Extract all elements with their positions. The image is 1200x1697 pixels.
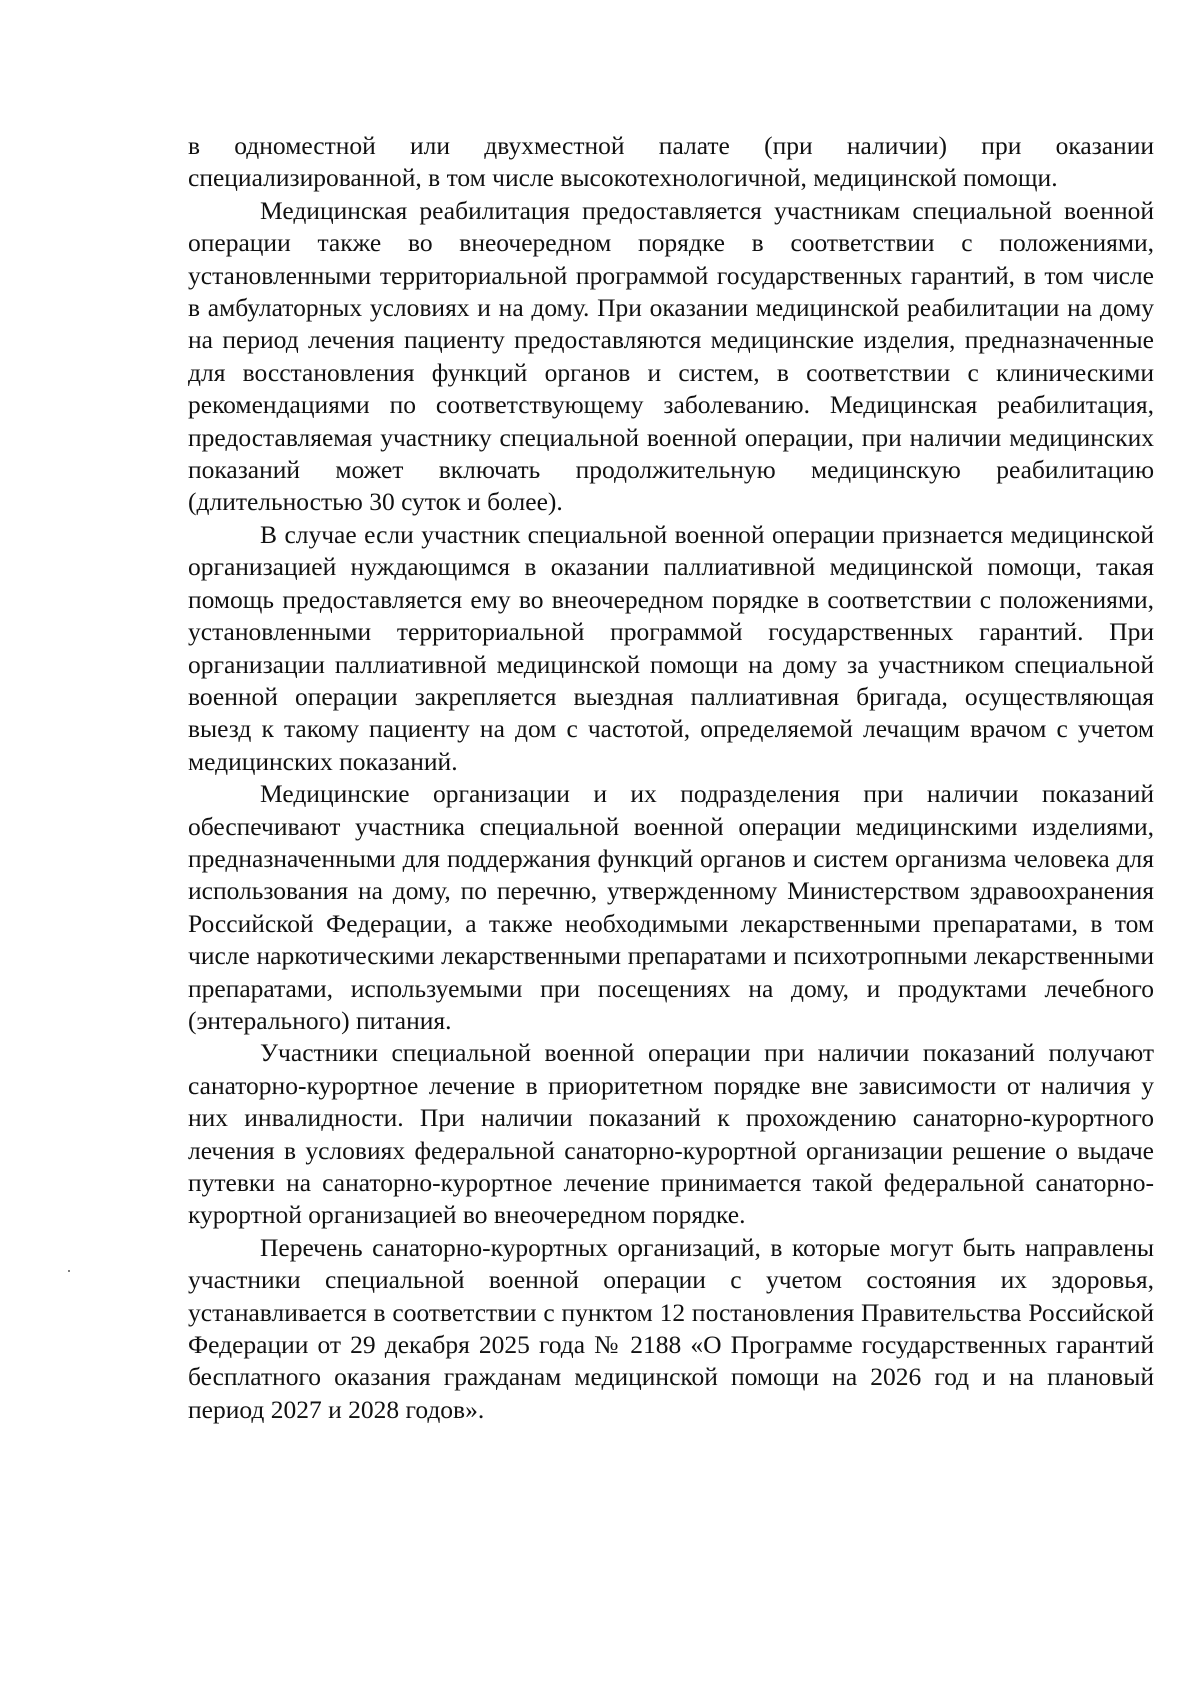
paragraph-palliative-care: В случае если участник специальной военной операции признается медицинской организацией нуждающимся в оказании паллиативной медицинской помощи, такая помощь предоставляется ему во внеочередном порядке в соответствии с положениями, установленными территориальной программой государственных гарантий. При организации паллиативной медицинской помощи на дому за участником специальной военной операции закрепляется выездная паллиативная бригада, осуществляющая выезд к такому пациенту на дом с частотой, определяемой лечащим врачом с учетом медицинских показаний. <box>188 519 1154 776</box>
paragraph-continuation: в одноместной или двухместной палате (при наличии) при оказании специализированной, в том числе высокотехнологичной, медицинской помощи. <box>188 131 1154 193</box>
paragraph-medical-rehabilitation: Медицинская реабилитация предоставляется участникам специальной военной операции также во внеочередном порядке в соответствии с положениями, установленными территориальной программой государственных гарантий, в том числе в амбулаторных условиях и на дому. При оказании медицинской реабилитации на дому на период лечения пациенту предоставляются медицинские изделия, предназначенные для восстановления функций органов и систем, в соответствии с клиническими рекомендациями по соответствующему заболеванию. Медицинская реабилитация, предоставляемая участнику специальной военной операции, при наличии медицинских показаний может включать продолжительную медицинскую реабилитацию (длительностью 30 суток и более). <box>188 195 1154 517</box>
paragraph-medical-devices: Медицинские организации и их подразделения при наличии показаний обеспечивают участника специальной военной операции медицинскими изделиями, предназначенными для поддержания функций органов и систем организма человека для использования на дому, по перечню, утвержденному Министерством здравоохранения Российской Федерации, а также необходимыми лекарственными препаратами, в том числе наркотическими лекарственными препаратами и психотропными лекарственными препаратами, используемыми при посещениях на дому, и продуктами лечебного (энтерального) питания. <box>188 779 1154 1035</box>
document-body <box>188 130 1154 1426</box>
paragraph-sanatorium-treatment: Участники специальной военной операции при наличии показаний получают санаторно-курортное лечение в приоритетном порядке вне зависимости от наличия у них инвалидности. При наличии показаний к прохождению санаторно-курортного лечения в условиях федеральной санаторно-курортной организации решение о выдаче путевки на санаторно-курортное лечение принимается такой федеральной санаторно-курортной организацией во внеочередном порядке. <box>188 1038 1154 1230</box>
paragraph-sanatorium-list: Перечень санаторно-курортных организаций, в которые могут быть направлены участники специальной военной операции с учетом состояния их здоровья, устанавливается в соответствии с пунктом 12 постановления Правительства Российской Федерации от 29 декабря 2025 года № 2188 «О Программе государственных гарантий бесплатного оказания гражданам медицинской помощи на 2026 год и на плановый период 2027 и 2028 годов». <box>188 1232 1154 1424</box>
scan-speck <box>68 1270 70 1272</box>
